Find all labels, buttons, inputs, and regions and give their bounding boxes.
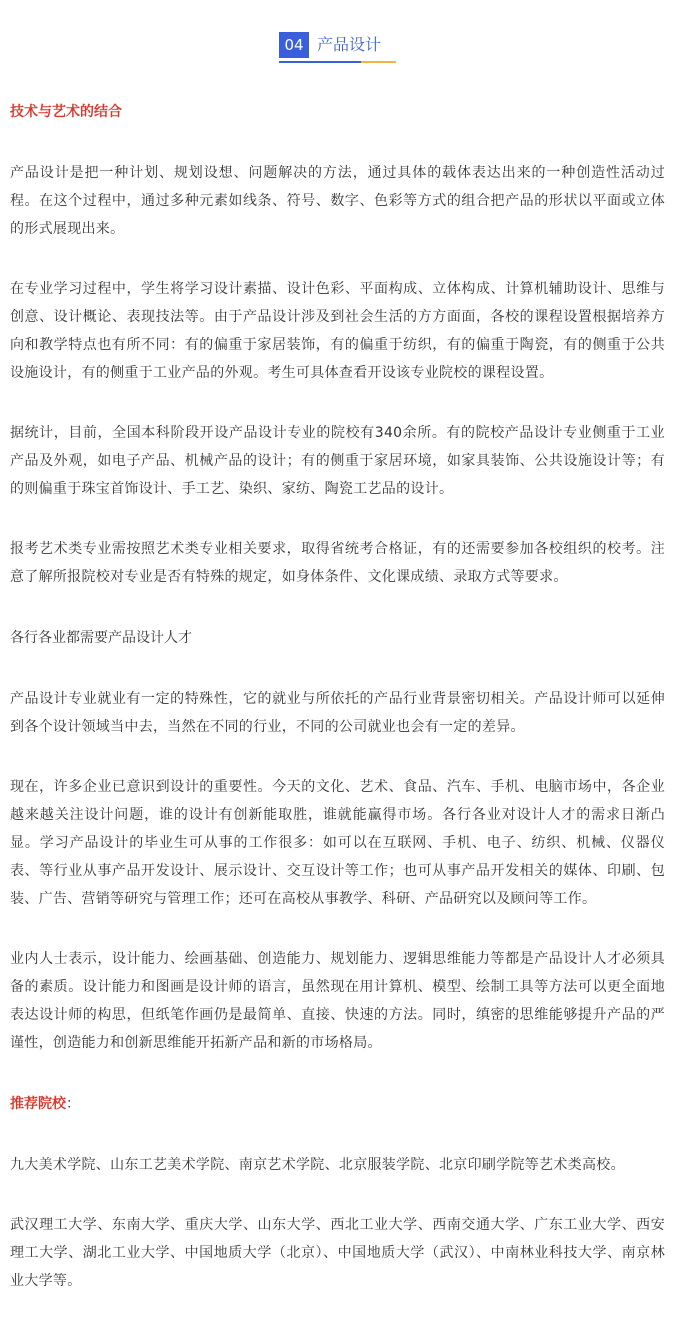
- paragraph: 产品设计专业就业有一定的特殊性，它的就业与所依托的产品行业背景密切相关。产品设计师可以延伸到各个设计领域当中去，当然在不同的行业，不同的公司就业也会有一定的差异。: [10, 691, 665, 735]
- paragraph: 产品设计是把一种计划、规划设想、问题解决的方法，通过具体的载体表达出来的一种创造性活动过程。在这个过程中，通过多种元素如线条、符号、数字、色彩等方式的组合把产品的形状以平面或立体的形式展现出来。: [10, 165, 665, 237]
- paragraph: 武汉理工大学、东南大学、重庆大学、山东大学、西北工业大学、西南交通大学、广东工业大学、西安理工大学、湖北工业大学、中国地质大学（北京）、中国地质大学（武汉）、中南林业科技大学、南京林业大学等。: [10, 1217, 665, 1289]
- subheading-colon: ：: [66, 1096, 80, 1112]
- section-title: 产品设计: [317, 35, 382, 54]
- section-header-group: [279, 30, 396, 64]
- paragraph: 现在，许多企业已意识到设计的重要性。今天的文化、艺术、食品、汽车、手机、电脑市场中，各企业越来越关注设计问题，谁的设计有创新能取胜，谁就能赢得市场。各行各业对设计人才的需求日渐凸显。学习产品设计的毕业生可从事的工作很多：如可以在互联网、手机、电子、纺织、机械、仪器仪表、等行业从事产品开发设计、展示设计、交互设计等工作；也可从事产品开发相关的媒体、印刷、包装、广告、营销等研究与管理工作；还可在高校从事教学、科研、产品研究以及顾问等工作。: [10, 779, 665, 907]
- subheading-text: 各行各业都需要产品设计人才: [10, 630, 192, 646]
- title-underline-blue: [279, 61, 361, 63]
- subheading-text: 推荐院校: [10, 1096, 66, 1112]
- title-underline-yellow: [361, 61, 396, 63]
- paragraph: 九大美术学院、山东工艺美术学院、南京艺术学院、北京服装学院、北京印刷学院等艺术类高校。: [10, 1157, 625, 1173]
- paragraph: 据统计，目前，全国本科阶段开设产品设计专业的院校有340余所。有的院校产品设计专业侧重于工业产品及外观，如电子产品、机械产品的设计；有的侧重于家居环境，如家具装饰、公共设施设计等；有的则偏重于珠宝首饰设计、手工艺、染织、家纺、陶瓷工艺品的设计。: [10, 425, 665, 497]
- paragraph: 在专业学习过程中，学生将学习设计素描、设计色彩、平面构成、立体构成、计算机辅助设计、思维与创意、设计概论、表现技法等。由于产品设计涉及到社会生活的方方面面，各校的课程设置根据培养方向和教学特点也有所不同：有的偏重于家居装饰，有的偏重于纺织，有的偏重于陶瓷，有的侧重于公共设施设计，有的侧重于工业产品的外观。考生可具体查看开设该专业院校的课程设置。: [10, 281, 665, 381]
- paragraph: 报考艺术类专业需按照艺术类专业相关要求，取得省统考合格证，有的还需要参加各校组织的校考。注意了解所报院校对专业是否有特殊的规定，如身体条件、文化课成绩、录取方式等要求。: [10, 541, 665, 585]
- subheading-recommended-schools: [10, 1089, 665, 1119]
- paragraph: 业内人士表示，设计能力、绘画基础、创造能力、规划能力、逻辑思维能力等都是产品设计人才必须具备的素质。设计能力和图画是设计师的语言，虽然现在用计算机、模型、绘制工具等方法可以更全面地表达设计师的构思，但纸笔作画仍是最简单、直接、快速的方法。同时，缜密的思维能够提升产品的严谨性，创造能力和创新思维能开拓新产品和新的市场格局。: [10, 951, 665, 1051]
- section-header: [0, 30, 677, 64]
- subheading-talent-demand: [10, 623, 665, 653]
- article-body: [10, 97, 665, 1295]
- subheading-tech-art: 技术与艺术的结合: [10, 104, 122, 120]
- section-number-badge: 04: [279, 32, 309, 58]
